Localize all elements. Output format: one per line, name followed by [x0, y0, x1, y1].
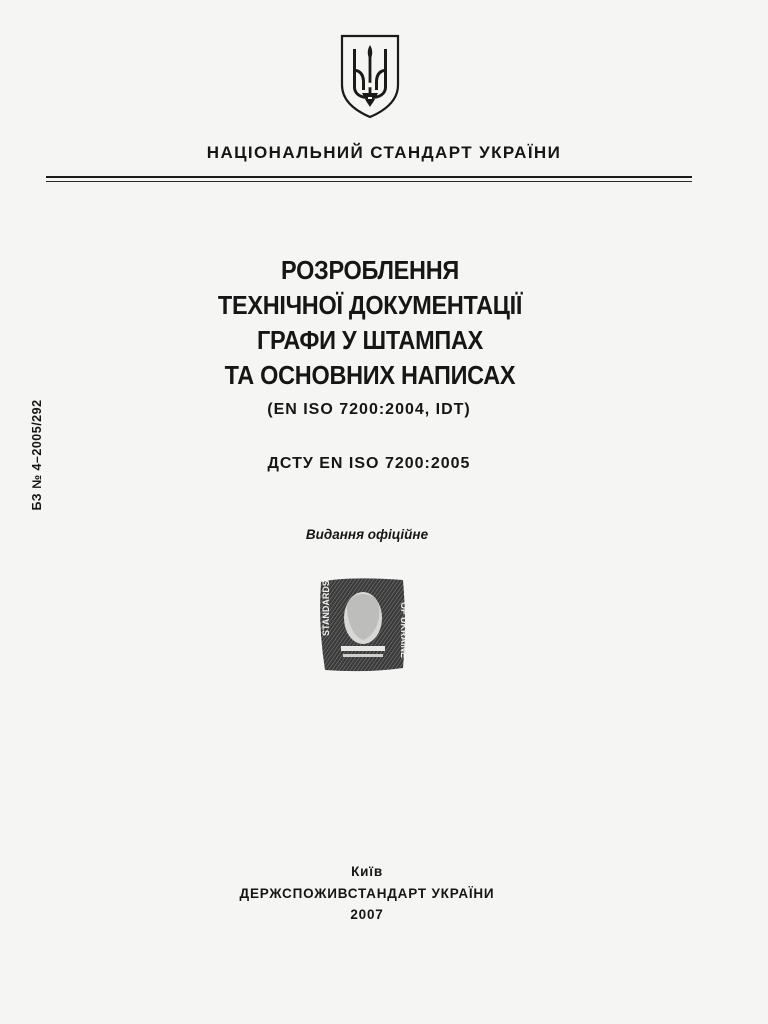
title-line-3: ГРАФИ У ШТАМПАХ: [256, 327, 483, 355]
publisher-name: ДЕРЖСПОЖИВСТАНДАРТ УКРАЇНИ: [239, 886, 495, 901]
edition-label: Видання офіційне: [305, 527, 429, 542]
trident-emblem-icon: [338, 33, 402, 119]
publication-city: Київ: [351, 864, 383, 879]
standard-type-heading: НАЦІОНАЛЬНИЙ СТАНДАРТ УКРАЇНИ: [206, 143, 562, 162]
registration-side-note: БЗ № 4–2005/292: [30, 399, 44, 511]
title-line-4: ТА ОСНОВНИХ НАПИСАХ: [224, 362, 516, 390]
title-line-2: ТЕХНІЧНОЇ ДОКУМЕНТАЦІЇ: [217, 292, 523, 320]
header-rule-thick: [46, 176, 692, 178]
hologram-text-left: STANDARDS: [321, 580, 331, 636]
title-line-1: РОЗРОБЛЕННЯ: [281, 257, 459, 285]
hologram-text-right: OF UKRAINE: [399, 602, 409, 658]
header-rule-thin: [46, 181, 692, 182]
publication-year: 2007: [350, 907, 384, 922]
standard-designation: ДСТУ EN ISO 7200:2005: [267, 455, 471, 472]
equivalence-note: (EN ISO 7200:2004, IDT): [267, 401, 471, 418]
hologram-seal-icon: [317, 576, 407, 672]
document-title: [140, 254, 600, 394]
